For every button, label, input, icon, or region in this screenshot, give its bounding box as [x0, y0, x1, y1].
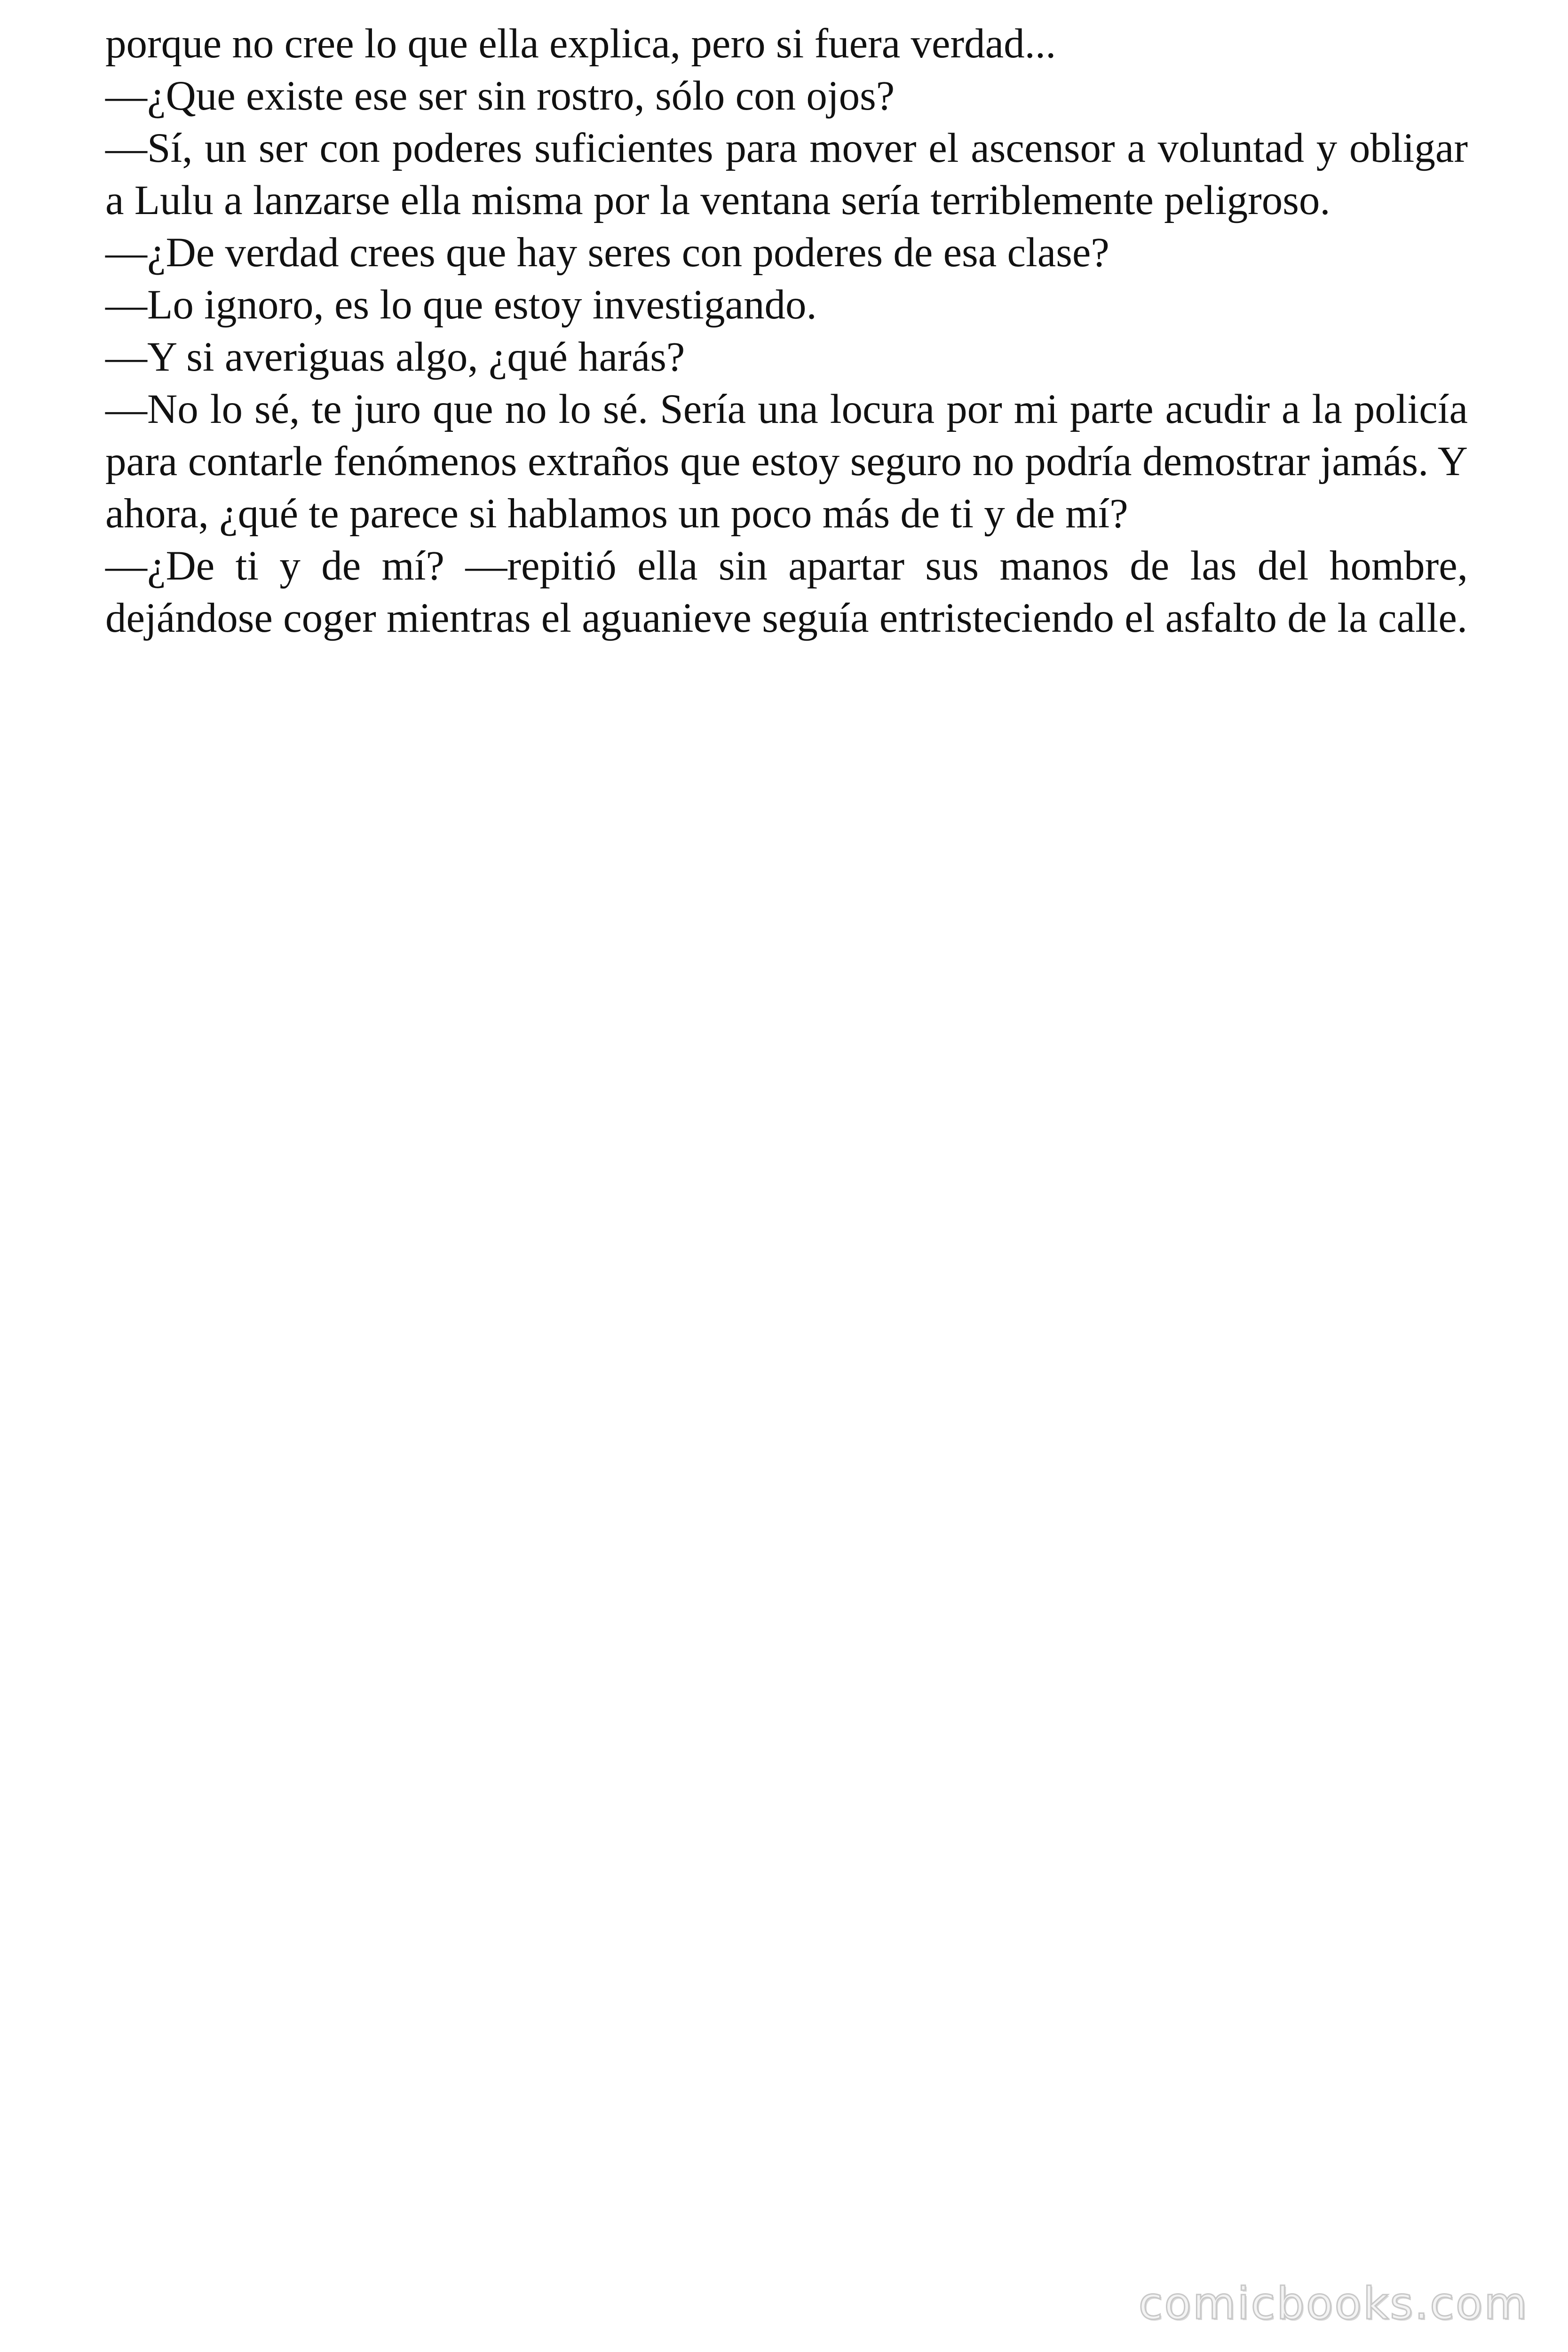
- paragraph-8: —¿De ti y de mí? —repitió ella sin apartar sus manos de las del hombre, dejándose coger mientras el aguanieve seguía entristeciendo el asfalto de la calle.: [105, 543, 1468, 641]
- paragraph-1: porque no cree lo que ella explica, pero si fuera verdad...: [105, 21, 1056, 67]
- paragraph-2: —¿Que existe ese ser sin rostro, sólo con ojos?: [105, 73, 895, 119]
- paragraph-5: —Lo ignoro, es lo que estoy investigando.: [105, 282, 817, 328]
- watermark: comicbooks.com: [1138, 2278, 1528, 2329]
- paragraph-6: —Y si averiguas algo, ¿qué harás?: [105, 334, 685, 380]
- body-text: [105, 18, 1468, 644]
- paragraph-4: —¿De verdad crees que hay seres con poderes de esa clase?: [105, 230, 1109, 276]
- paragraph-7: —No lo sé, te juro que no lo sé. Sería una locura por mi parte acudir a la policía para contarle fenómenos extraños que estoy seguro no podría demostrar jamás. Y ahora, ¿qué te parece si hablamos un poco más de ti y de mí?: [105, 386, 1468, 537]
- paragraph-3: —Sí, un ser con poderes suficientes para mover el ascensor a voluntad y obligar a Lulu a lanzarse ella misma por la ventana sería terriblemente peligroso.: [105, 125, 1468, 223]
